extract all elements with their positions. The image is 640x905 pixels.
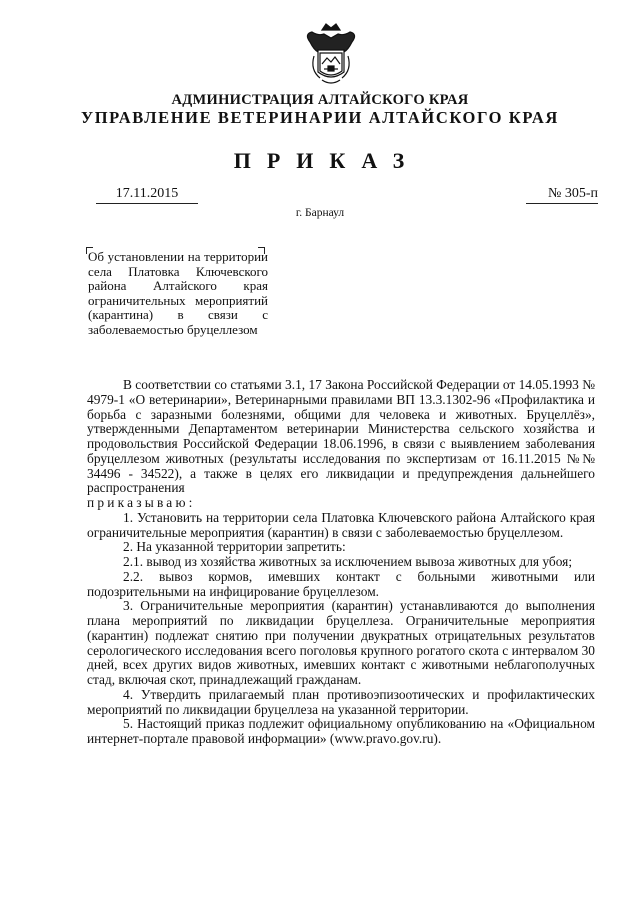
- coat-of-arms-icon: [300, 20, 362, 88]
- order-item: 4. Утвердить прилагаемый план противоэпизоотических и профилактических мероприятий по ликвидации бруцеллеза на указанной территории.: [87, 686, 595, 717]
- document-city: г. Барнаул: [295, 207, 345, 219]
- order-item: 3. Ограничительные мероприятия (карантин) устанавливаются до выполнения плана мероприятий по ликвидации бруцеллеза. Ограничительные мероприятия (карантин) подлежат снятию при получении двукратных отрицательных результатов серологического исследования всего поголовья крупного рогатого скота с интервалом 30 дней, всех других видов животных, имевших контакт с животными неблагополучных стад, включая скот, принадлежащий гражданам.: [87, 598, 595, 687]
- preamble: В соответствии со статьями 3.1, 17 Закона Российской Федерации от 14.05.1993 № 4979-1 «О ветеринарии», Ветеринарными правилами ВП 13.3.1302-96 «Профилактика и борьба с заразными болезнями, общими для человека и животных. Бруцеллёз», утвержденными Департаментом ветеринарии Министерства сельского хозяйства и продовольствия Российской Федерации 18.06.1996, в связи с выявлением заболевания бруцеллезом животных (результаты исследования по экспертизам от 16.11.2015 №№ 34496 - 34522), а также в целях его ликвидации и предупреждения дальнейшего распространения: [87, 377, 595, 496]
- department-name: УПРАВЛЕНИЕ ВЕТЕРИНАРИИ АЛТАЙСКОГО КРАЯ: [81, 108, 559, 127]
- order-word: приказываю:: [87, 495, 196, 510]
- order-item: 2. На указанной территории запретить:: [123, 539, 346, 555]
- document-number: № 305-п: [526, 186, 598, 204]
- document-date: 17.11.2015: [96, 186, 198, 204]
- document-body: [87, 378, 595, 747]
- organization-name: АДМИНИСТРАЦИЯ АЛТАЙСКОГО КРАЯ: [171, 92, 469, 108]
- order-item: 2.1. вывод из хозяйства животных за исключением вывоза животных для убоя;: [123, 554, 573, 569]
- order-item: 5. Настоящий приказ подлежит официальному опубликованию на «Официальном интернет-портале правовой информации» (www.pravo.gov.ru).: [87, 716, 595, 746]
- order-item: 1. Установить на территории села Платовка Ключевского района Алтайского края ограничительные мероприятия (карантин) в связи с заболеваемостью бруцеллезом.: [87, 509, 595, 540]
- order-item: 2.2. вывоз кормов, имевших контакт с больными животными или подозрительными на инфицирование бруцеллезом.: [87, 568, 595, 599]
- document-type: ПРИКАЗ: [233, 148, 421, 173]
- document-subject: Об установлении на территории села Платовка Ключевского района Алтайского края ограничительных мероприятий (карантина) в связи с заболеваемостью бруцеллезом: [88, 249, 268, 337]
